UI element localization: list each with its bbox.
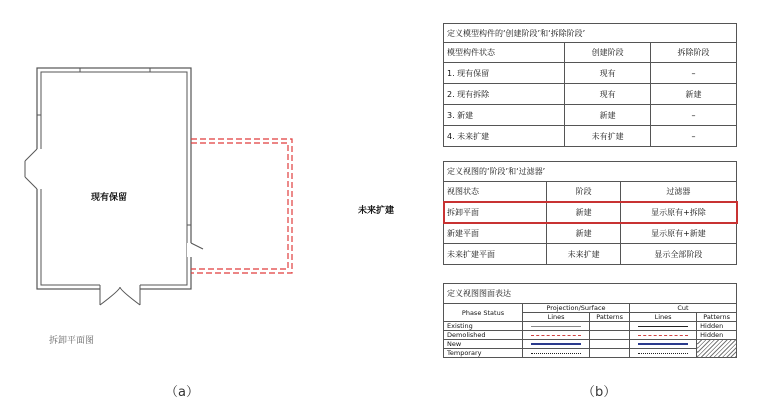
table-row <box>444 331 737 340</box>
cut-line-sample-new <box>629 340 696 349</box>
table2-cell: 拆卸平面 <box>444 202 547 223</box>
table2-header: 过滤器 <box>620 182 736 202</box>
table3-group-cut: Cut <box>629 304 736 313</box>
room-label: 现有保留 <box>91 193 128 203</box>
table1-cell: 新建 <box>651 84 737 105</box>
table3-phase-header: Phase Status <box>444 304 523 322</box>
table2-title: 定义视图的‘阶段’和‘过滤器’ <box>444 162 737 182</box>
existing-wall-outer <box>37 68 191 289</box>
table3-status: Existing <box>444 322 523 331</box>
line-sample-existing <box>523 322 590 331</box>
table2-cell: 新建平面 <box>444 223 547 244</box>
table2-header: 视图状态 <box>444 182 547 202</box>
caption-b: （b） <box>582 385 617 400</box>
table1-cell: – <box>651 126 737 147</box>
cut-line-sample-existing <box>629 322 696 331</box>
table-row <box>444 349 737 358</box>
table-row <box>444 63 737 84</box>
table-graphic-overrides <box>443 283 737 358</box>
table3-status: New <box>444 340 523 349</box>
floor-plan <box>20 55 310 325</box>
future-extension-walls <box>191 139 292 273</box>
table3-group-projection: Projection/Surface <box>523 304 630 313</box>
table3-cut-pattern: Hidden <box>697 322 737 331</box>
table-phases-components <box>443 23 737 147</box>
table1-cell: 未有扩建 <box>565 126 651 147</box>
table1-header: 模型构件状态 <box>444 43 565 63</box>
table1-cell: 新建 <box>565 105 651 126</box>
table3-subheader: Lines <box>629 313 696 322</box>
table-row <box>444 340 737 349</box>
cut-line-sample-demolished <box>629 331 696 340</box>
table2-cell: 新建 <box>547 202 620 223</box>
table1-cell: 2. 现有拆除 <box>444 84 565 105</box>
line-sample-new <box>523 340 590 349</box>
table3-subheader: Patterns <box>697 313 737 322</box>
table-row <box>444 244 737 265</box>
table2-cell: 未来扩建 <box>547 244 620 265</box>
table3-title: 定义视图图面表达 <box>444 284 737 304</box>
table2-cell: 显示原有+拆除 <box>620 202 736 223</box>
table3-subheader: Lines <box>523 313 590 322</box>
table-row <box>444 322 737 331</box>
table-row-highlighted <box>444 202 737 223</box>
table-view-phases <box>443 161 737 265</box>
table-row <box>444 105 737 126</box>
table1-cell: 1. 现有保留 <box>444 63 565 84</box>
table3-status: Temporary <box>444 349 523 358</box>
existing-wall-inner <box>41 72 187 285</box>
caption-a: （a） <box>165 385 199 400</box>
table2-cell: 显示全部阶段 <box>620 244 736 265</box>
table1-cell: 3. 新建 <box>444 105 565 126</box>
table1-cell: 现有 <box>565 63 651 84</box>
table2-cell: 显示原有+新建 <box>620 223 736 244</box>
table3-subheader: Patterns <box>590 313 630 322</box>
table2-header: 阶段 <box>547 182 620 202</box>
table-row <box>444 126 737 147</box>
table1-cell: 4. 未来扩建 <box>444 126 565 147</box>
table3-status: Demolished <box>444 331 523 340</box>
table1-cell: 现有 <box>565 84 651 105</box>
table2-cell: 新建 <box>547 223 620 244</box>
table1-cell: – <box>651 105 737 126</box>
pattern-cell <box>590 340 630 349</box>
table-row <box>444 84 737 105</box>
hatch-pattern <box>697 340 737 358</box>
table1-header: 拆除阶段 <box>651 43 737 63</box>
pattern-cell <box>590 322 630 331</box>
line-sample-demolished <box>523 331 590 340</box>
pattern-cell <box>590 331 630 340</box>
view-title: 拆卸平面图 <box>49 336 95 346</box>
line-sample-temporary <box>523 349 590 358</box>
table1-cell: – <box>651 63 737 84</box>
table2-cell: 未来扩建平面 <box>444 244 547 265</box>
pattern-cell <box>590 349 630 358</box>
table1-header: 创建阶段 <box>565 43 651 63</box>
cut-line-sample-temporary <box>629 349 696 358</box>
table1-title: 定义模型构件的‘创建阶段’和‘拆除阶段’ <box>444 24 737 43</box>
future-extension-label: 未来扩建 <box>358 206 395 216</box>
table-row <box>444 223 737 244</box>
table3-cut-pattern: Hidden <box>697 331 737 340</box>
